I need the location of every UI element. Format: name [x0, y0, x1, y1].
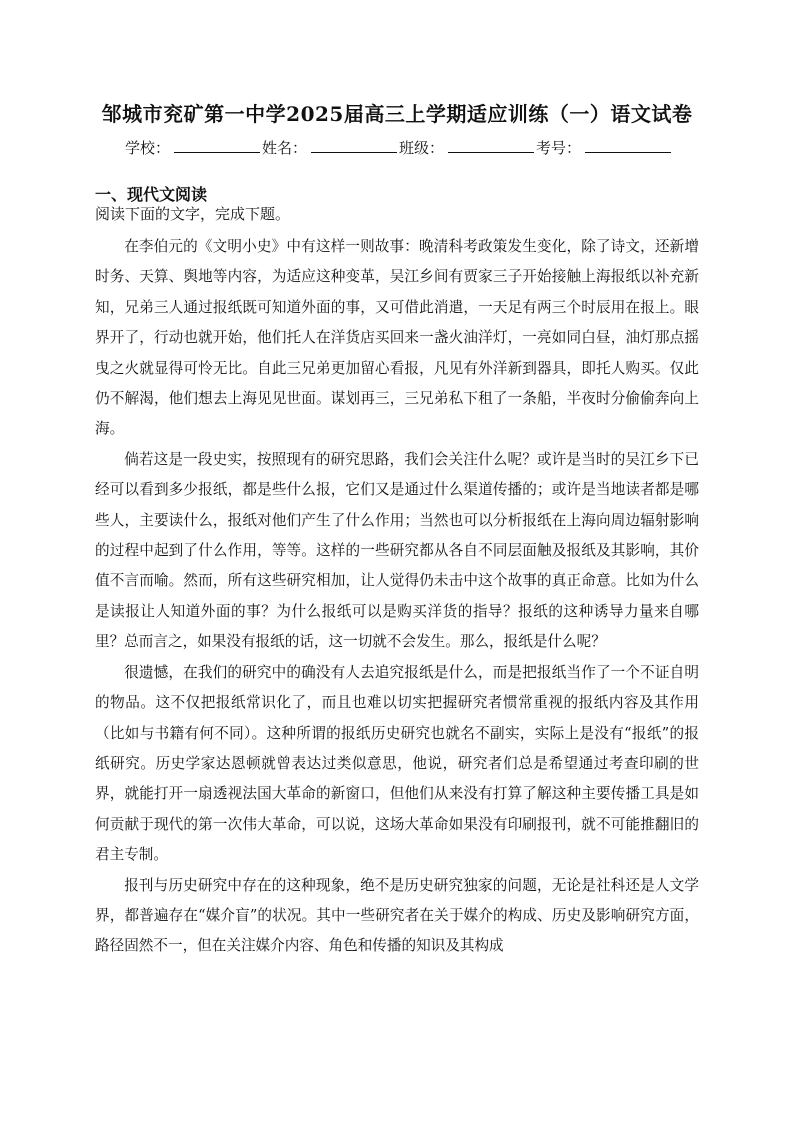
name-blank [311, 136, 397, 153]
school-blank [174, 136, 260, 153]
reading-passage [95, 232, 699, 962]
student-info-row [125, 136, 673, 158]
passage-paragraph-3: 很遗憾，在我们的研究中的确没有人去追究报纸是什么，而是把报纸当作了一个不证自明的物品。这不仅把报纸常识化了，而且也难以切实把握研究者惯常重视的报纸内容及其作用（比如与书籍有何不同）。这种所谓的报纸历史研究也就名不副实，实际上是没有“报纸”的报纸研究。历史学家达恩顿就曾表达过类似意思，他说，研究者们总是希望通过考查印刷的世界，就能打开一扇透视法国大革命的新窗口，但他们从来没有打算了解这种主要传播工具是如何贡献于现代的第一次伟大革命，可以说，这场大革命如果没有印刷报刊，就不可能推翻旧的君主专制。 [95, 663, 699, 864]
name-label: 姓名： [262, 139, 308, 157]
class-blank [448, 136, 534, 153]
class-label: 班级： [399, 139, 445, 157]
exam-title: 邹城市兖矿第一中学2025届高三上学期适应训练（一）语文试卷 [101, 102, 693, 126]
passage-paragraph-2: 倘若这是一段史实，按照现有的研究思路，我们会关注什么呢？或许是当时的吴江乡下已经可以看到多少报纸，都是些什么报，它们又是通过什么渠道传播的；或许是当地读者都是哪些人，主要读什么，报纸对他们产生了什么作用；当然也可以分析报纸在上海向周边辐射影响的过程中起到了什么作用，等等。这样的一些研究都从各自不同层面触及报纸及其影响，其价值不言而喻。然而，所有这些研究相加，让人觉得仍未击中这个故事的真正命意。比如为什么是读报让人知道外面的事？为什么报纸可以是购买洋货的指导？报纸的这种诱导力量来自哪里？总而言之，如果没有报纸的话，这一切就不会发生。那么，报纸是什么呢？ [95, 450, 699, 651]
section-heading: 一、现代文阅读 [95, 185, 208, 204]
passage-paragraph-4: 报刊与历史研究中存在的这种现象，绝不是历史研究独家的问题，无论是社科还是人文学界，都普遍存在“媒介盲”的状况。其中一些研究者在关于媒介的构成、历史及影响研究方面，路径固然不一，但在关注媒介内容、角色和传播的知识及其构成 [95, 876, 699, 955]
passage-paragraph-1: 在李伯元的《文明小史》中有这样一则故事：晚清科考政策发生变化，除了诗文，还新增时务、天算、舆地等内容，为适应这种变革，吴江乡间有贾家三子开始接触上海报纸以补充新知，兄弟三人通过报纸既可知道外面的事，又可借此消遣，一天足有两三个时辰用在报上。眼界开了，行动也就开始，他们托人在洋货店买回来一盏火油洋灯，一亮如同白昼，油灯那点摇曳之火就显得可怜无比。自此三兄弟更加留心看报，凡见有外洋新到器具，即托人购买。仅此仍不解渴，他们想去上海见见世面。谋划再三，三兄弟私下租了一条船，半夜时分偷偷奔向上海。 [95, 238, 699, 438]
exam-number-blank [585, 136, 671, 153]
school-label: 学校： [125, 139, 171, 157]
exam-number-label: 考号： [536, 139, 582, 157]
section-instruction: 阅读下面的文字，完成下题。 [95, 205, 291, 223]
